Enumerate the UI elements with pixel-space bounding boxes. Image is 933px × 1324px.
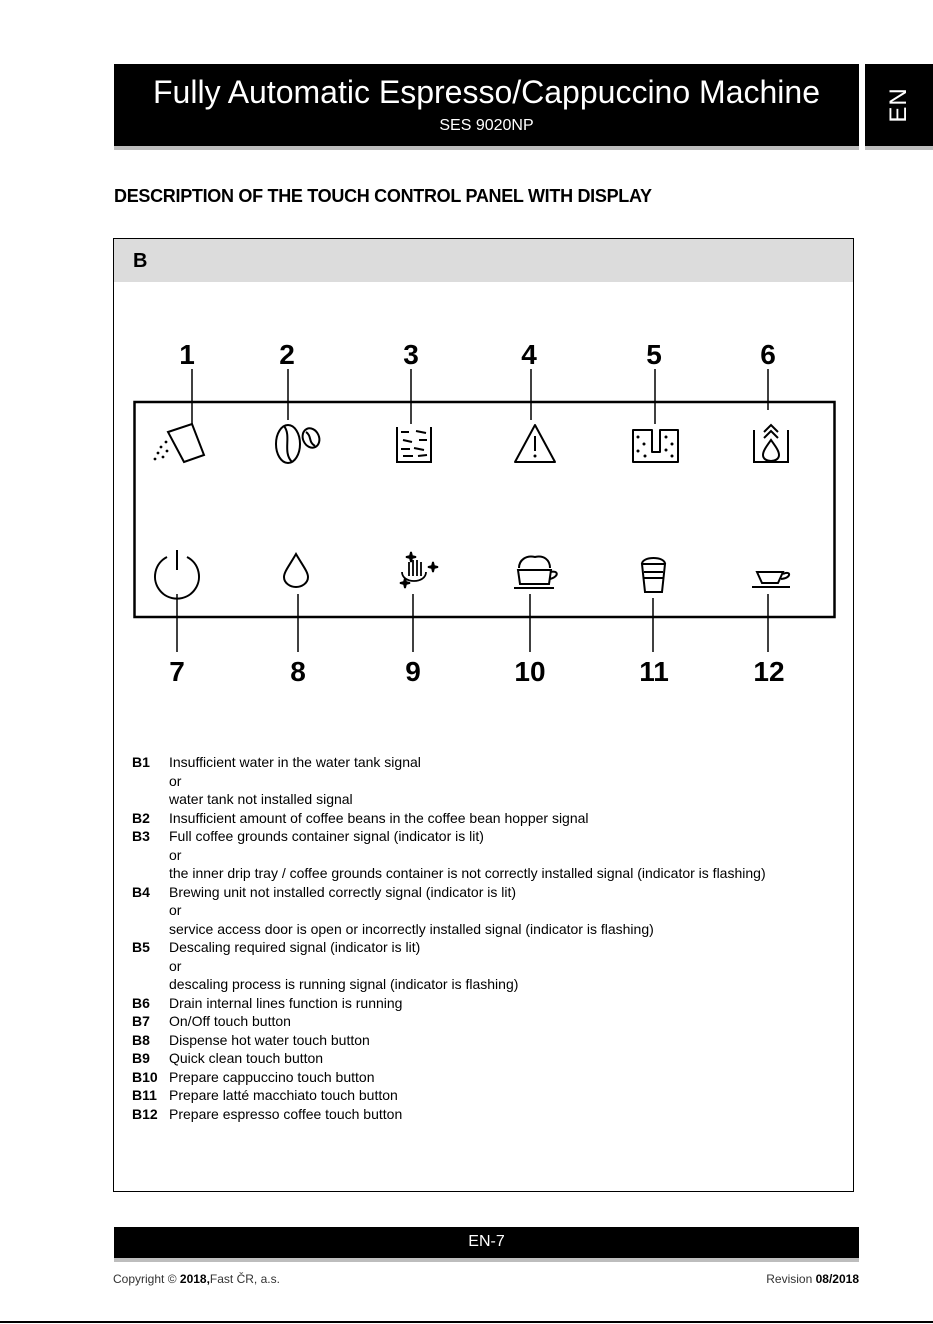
callout-number-5: 5 bbox=[646, 339, 662, 370]
legend-text: On/Off touch button bbox=[169, 1013, 291, 1029]
callout-number-12: 12 bbox=[753, 656, 785, 687]
section-heading: DESCRIPTION OF THE TOUCH CONTROL PANEL WITH DISPLAY bbox=[114, 186, 652, 206]
language-tab-label: EN bbox=[885, 87, 912, 123]
cappuccino-icon bbox=[514, 557, 557, 588]
control-panel-outline bbox=[135, 402, 835, 617]
legend-text: service access door is open or incorrectly installed signal (indicator is flashing) bbox=[169, 920, 654, 937]
callout-number-4: 4 bbox=[521, 339, 537, 370]
callout-number-8: 8 bbox=[290, 656, 306, 687]
legend-code: B1 bbox=[132, 754, 150, 770]
legend-text: descaling process is running signal (indicator is flashing) bbox=[169, 976, 519, 992]
legend-text: water tank not installed signal bbox=[169, 791, 353, 807]
legend-text: Full coffee grounds container signal (indicator is lit) bbox=[169, 828, 484, 844]
page-number: EN-7 bbox=[468, 1233, 505, 1250]
model-number: SES 9020NP bbox=[439, 117, 534, 134]
document-title: Fully Automatic Espresso/Cappuccino Machine bbox=[153, 74, 820, 110]
callout-number-1: 1 bbox=[179, 339, 195, 370]
power-icon bbox=[155, 550, 199, 599]
descaling-icon bbox=[633, 430, 678, 462]
legend-code: B11 bbox=[132, 1087, 157, 1103]
copyright-company: Fast ČR, a.s. bbox=[209, 1272, 280, 1286]
revision-date: 08/2018 bbox=[815, 1272, 859, 1286]
hot-water-icon bbox=[284, 554, 308, 587]
figure-label: B bbox=[133, 250, 148, 272]
copyright-notice bbox=[113, 1272, 280, 1286]
copyright-prefix: Copyright © bbox=[113, 1272, 177, 1286]
legend-code: B10 bbox=[132, 1068, 158, 1085]
legend-text: Prepare cappuccino touch button bbox=[169, 1068, 375, 1085]
espresso-icon bbox=[752, 572, 790, 587]
legend-code: B9 bbox=[132, 1050, 150, 1066]
callout-number-7: 7 bbox=[169, 656, 185, 687]
callout-number-6: 6 bbox=[760, 339, 776, 370]
quick-clean-icon bbox=[400, 552, 438, 588]
legend-text: Prepare latté macchiato touch button bbox=[169, 1087, 398, 1103]
water-tank-icon bbox=[154, 424, 204, 462]
legend-text: Drain internal lines function is running bbox=[169, 994, 403, 1011]
legend-code: B5 bbox=[132, 939, 150, 955]
legend-code: B2 bbox=[132, 809, 150, 826]
legend-text: the inner drip tray / coffee grounds container is not correctly installed signal (indicator is flashing) bbox=[169, 865, 766, 881]
grounds-container-icon bbox=[397, 427, 431, 462]
callout-number-10: 10 bbox=[514, 656, 546, 687]
legend-text: Insufficient water in the water tank signal bbox=[169, 754, 421, 770]
legend-text: or bbox=[169, 772, 182, 789]
callout-number-11: 11 bbox=[639, 656, 669, 687]
legend-text: Descaling required signal (indicator is lit) bbox=[169, 939, 421, 955]
revision-notice bbox=[766, 1272, 859, 1286]
warning-icon bbox=[515, 425, 555, 462]
legend-code: B6 bbox=[132, 994, 150, 1011]
latte-macchiato-icon bbox=[642, 558, 665, 592]
callout-number-2: 2 bbox=[279, 339, 295, 370]
legend-text: Prepare espresso coffee touch button bbox=[169, 1105, 403, 1122]
legend-text: or bbox=[169, 902, 182, 918]
legend-text: or bbox=[169, 957, 182, 974]
copyright-year: 2018, bbox=[179, 1272, 210, 1286]
drain-icon bbox=[754, 425, 788, 462]
legend-text: Insufficient amount of coffee beans in the coffee bean hopper signal bbox=[169, 809, 589, 826]
legend-code: B8 bbox=[132, 1031, 150, 1048]
legend-code: B4 bbox=[132, 883, 150, 900]
footer-bar bbox=[114, 1227, 859, 1258]
coffee-beans-icon bbox=[276, 425, 322, 463]
legend-code: B12 bbox=[132, 1105, 158, 1122]
revision-label: Revision bbox=[766, 1272, 813, 1286]
bottom-rule bbox=[0, 1321, 933, 1323]
legend-text: Dispense hot water touch button bbox=[169, 1031, 370, 1048]
legend-code: B3 bbox=[132, 828, 150, 844]
callout-number-9: 9 bbox=[405, 656, 421, 687]
legend-code: B7 bbox=[132, 1013, 150, 1029]
legend-text: or bbox=[169, 846, 182, 863]
legend-text: Quick clean touch button bbox=[169, 1050, 324, 1066]
legend-text: Brewing unit not installed correctly signal (indicator is lit) bbox=[169, 883, 517, 900]
callout-number-3: 3 bbox=[403, 339, 419, 370]
